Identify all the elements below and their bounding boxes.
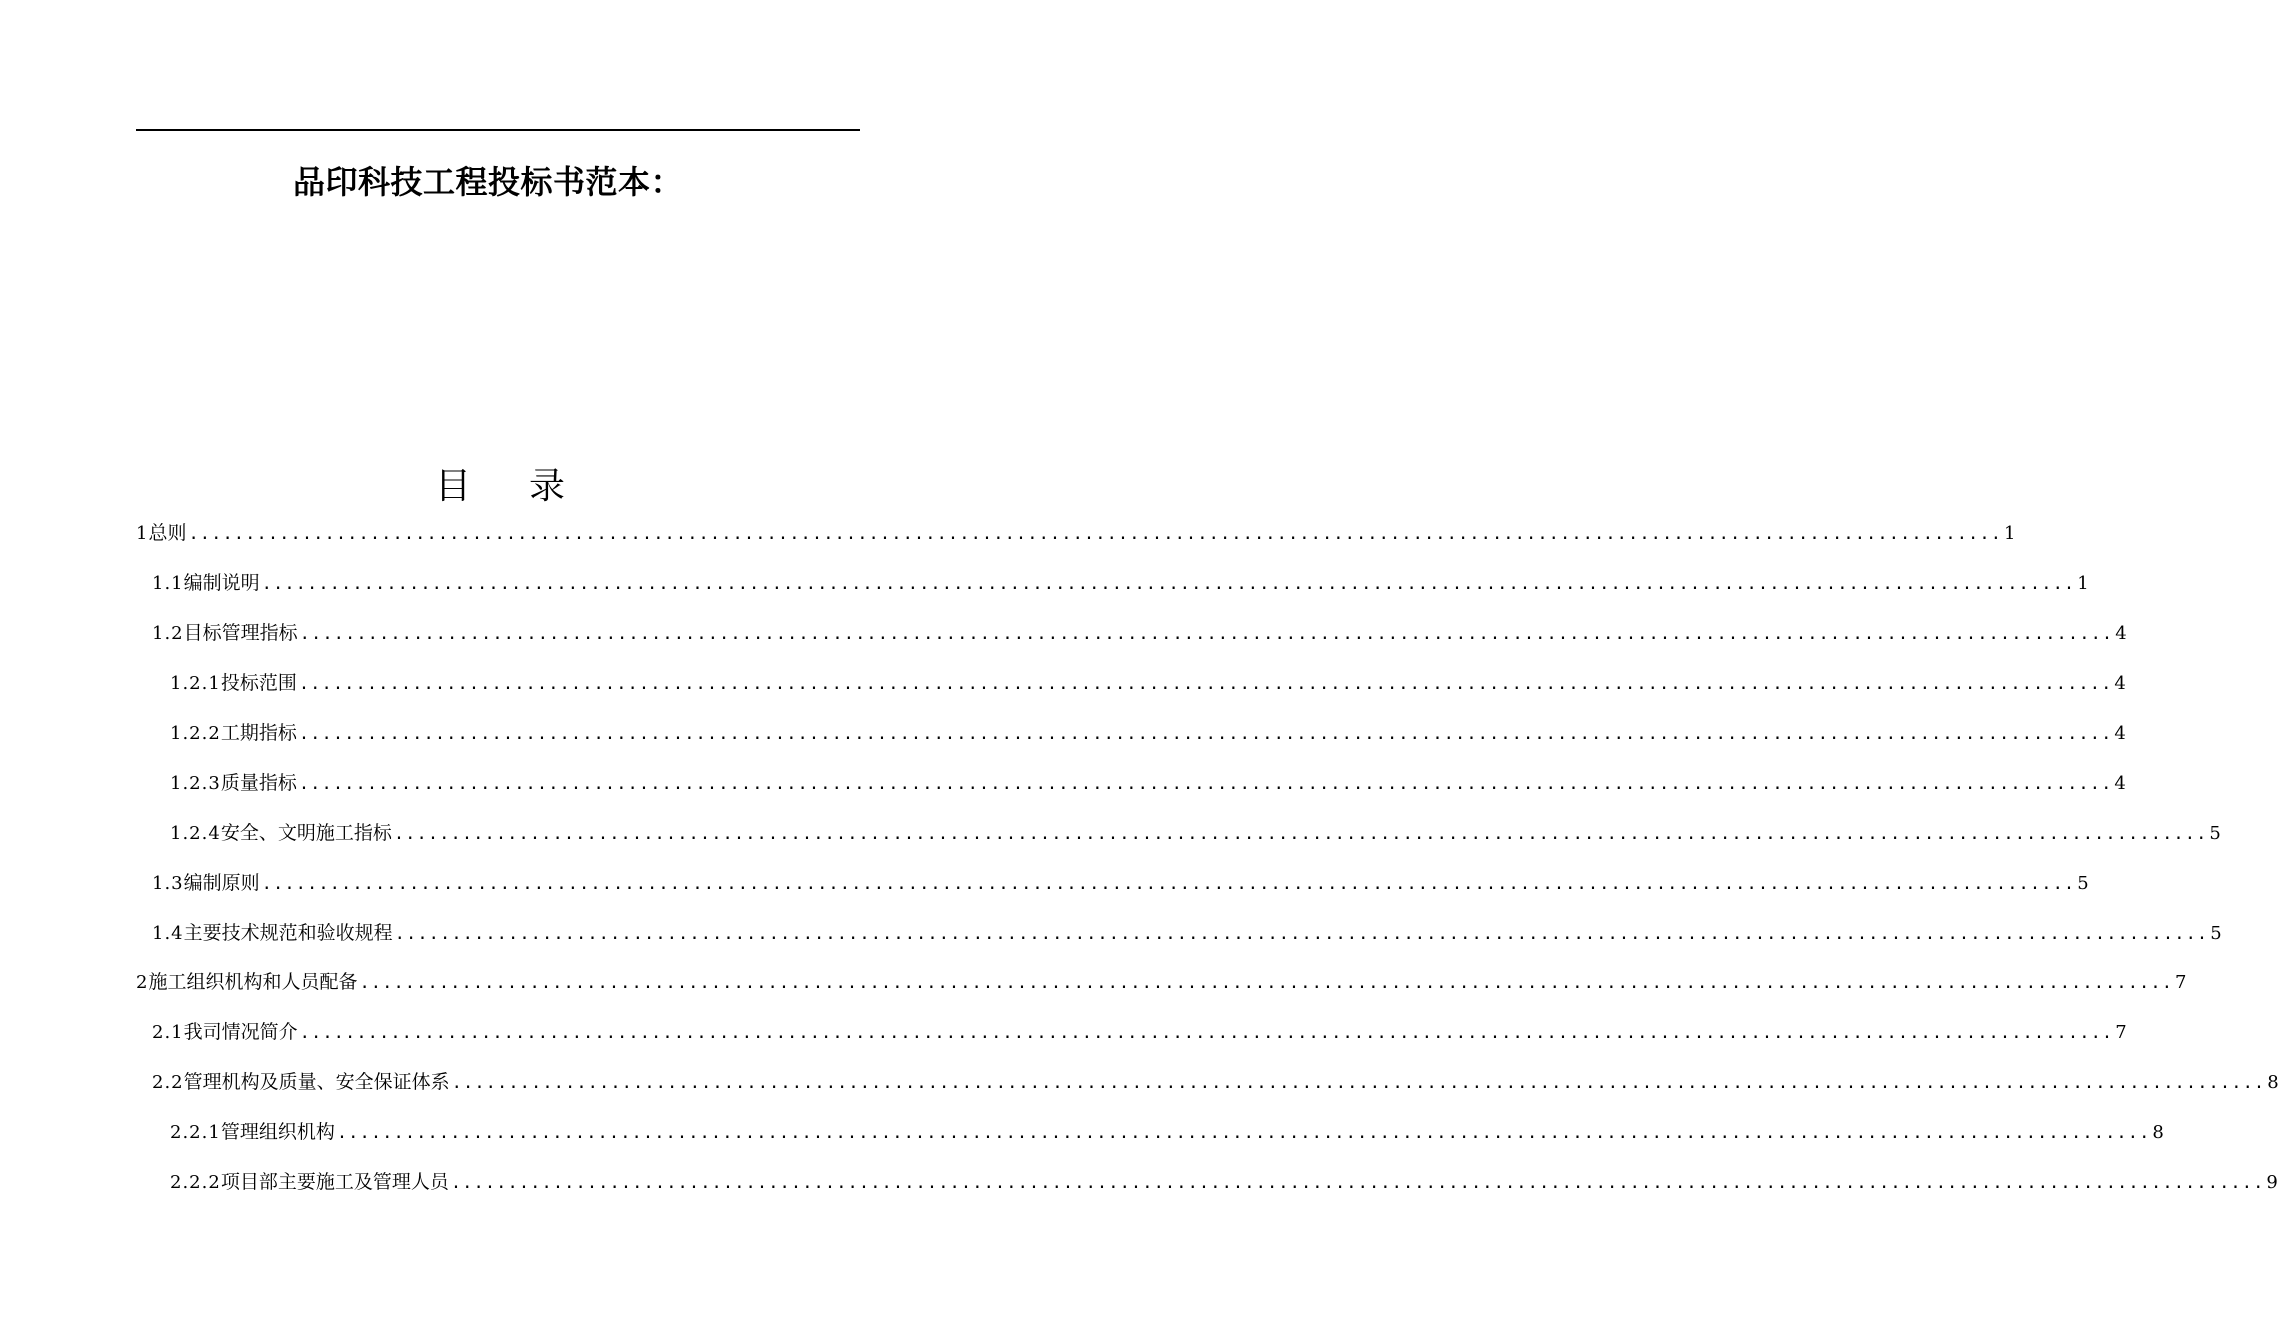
toc-entry[interactable] xyxy=(136,518,2016,548)
document-title: 品印科技工程投标书范本： xyxy=(292,163,683,201)
toc-heading xyxy=(0,462,1000,512)
toc-entry-page: 5 xyxy=(2077,873,2089,894)
toc-leader-dots: ................................................................................................................................................................ xyxy=(261,574,2076,594)
header-rule xyxy=(136,129,860,131)
toc-entry[interactable] xyxy=(152,618,2127,648)
toc-entry-number: 2.1 xyxy=(152,1022,184,1043)
toc-leader-dots: ................................................................................................................................................................ xyxy=(299,1023,2114,1043)
toc-entry[interactable] xyxy=(152,568,2089,598)
toc-entry-label: 主要技术规范和验收规程 xyxy=(183,922,393,944)
toc-entry-label: 目标管理指标 xyxy=(183,622,298,644)
toc-entry-number: 1.2 xyxy=(152,623,184,644)
toc-entry-page: 7 xyxy=(2115,1022,2127,1043)
toc-entry-label: 管理机构及质量、安全保证体系 xyxy=(183,1071,450,1093)
toc-entry-label: 质量指标 xyxy=(220,772,297,794)
toc-entry[interactable] xyxy=(152,918,2222,948)
toc-leader-dots: ................................................................................................................................................................ xyxy=(298,724,2113,744)
toc-entry-page: 7 xyxy=(2175,972,2187,993)
toc-entry-number: 2 xyxy=(136,972,149,993)
toc-entry-number: 1.1 xyxy=(152,573,184,594)
toc-leader-dots: ................................................................................................................................................................ xyxy=(359,973,2174,993)
toc-entry[interactable] xyxy=(170,1167,2278,1197)
toc-entry[interactable] xyxy=(136,967,2187,997)
toc-entry-page: 8 xyxy=(2152,1122,2164,1143)
toc-entry[interactable] xyxy=(152,1067,2279,1097)
toc-entry-page: 9 xyxy=(2266,1172,2278,1193)
toc-leader-dots: ................................................................................................................................................................ xyxy=(451,1073,2266,1093)
toc-entry-label: 工期指标 xyxy=(220,722,297,744)
toc-entry[interactable] xyxy=(170,668,2126,698)
toc-entry-label: 项目部主要施工及管理人员 xyxy=(220,1171,449,1193)
toc-entry-number: 2.2 xyxy=(152,1072,184,1093)
toc-entry-label: 我司情况简介 xyxy=(183,1021,298,1043)
toc-entry-page: 1 xyxy=(2004,523,2016,544)
toc-entry-label: 管理组织机构 xyxy=(220,1121,335,1143)
toc-entry-label: 编制说明 xyxy=(183,572,260,594)
toc-entry-number: 1.4 xyxy=(152,923,184,944)
toc-entry[interactable] xyxy=(152,1017,2127,1047)
toc-leader-dots: ................................................................................................................................................................ xyxy=(450,1173,2265,1193)
toc-entry[interactable] xyxy=(170,1117,2164,1147)
toc-entry[interactable] xyxy=(170,818,2221,848)
toc-entry-label: 编制原则 xyxy=(183,872,260,894)
toc-leader-dots: ................................................................................................................................................................ xyxy=(394,924,2209,944)
toc-leader-dots: ................................................................................................................................................................ xyxy=(261,874,2076,894)
toc-entry-page: 4 xyxy=(2114,723,2126,744)
toc-entry-number: 1.2.3 xyxy=(170,773,221,794)
toc-leader-dots: ................................................................................................................................................................ xyxy=(298,774,2113,794)
toc-heading-left: 目 xyxy=(434,466,471,507)
toc-entry-number: 1.3 xyxy=(152,873,184,894)
toc-entry-page: 8 xyxy=(2267,1072,2279,1093)
toc-entry[interactable] xyxy=(170,718,2126,748)
toc-entry-number: 2.2.2 xyxy=(170,1172,221,1193)
toc-entry-page: 1 xyxy=(2077,573,2089,594)
toc-entry-label: 投标范围 xyxy=(220,672,297,694)
toc-entry-page: 4 xyxy=(2115,623,2127,644)
toc-entry-page: 5 xyxy=(2210,923,2222,944)
toc-leader-dots: ................................................................................................................................................................ xyxy=(188,524,2003,544)
toc-entry-number: 1 xyxy=(136,523,149,544)
toc-entry-label: 总则 xyxy=(148,522,187,544)
toc-entry-number: 1.2.1 xyxy=(170,673,221,694)
toc-entry-number: 2.2.1 xyxy=(170,1122,221,1143)
toc-leader-dots: ................................................................................................................................................................ xyxy=(336,1123,2151,1143)
toc-entry-label: 安全、文明施工指标 xyxy=(220,822,392,844)
toc-entry-page: 5 xyxy=(2209,823,2221,844)
toc-heading-right: 录 xyxy=(529,466,566,507)
toc-entry-number: 1.2.4 xyxy=(170,823,221,844)
toc-leader-dots: ................................................................................................................................................................ xyxy=(299,624,2114,644)
toc-entry-page: 4 xyxy=(2114,673,2126,694)
toc-leader-dots: ................................................................................................................................................................ xyxy=(298,674,2113,694)
toc-leader-dots: ................................................................................................................................................................ xyxy=(393,824,2208,844)
toc-entry[interactable] xyxy=(170,768,2126,798)
toc-entry-number: 1.2.2 xyxy=(170,723,221,744)
toc-entry-page: 4 xyxy=(2114,773,2126,794)
toc-entry[interactable] xyxy=(152,868,2089,898)
toc-entry-label: 施工组织机构和人员配备 xyxy=(148,971,358,993)
